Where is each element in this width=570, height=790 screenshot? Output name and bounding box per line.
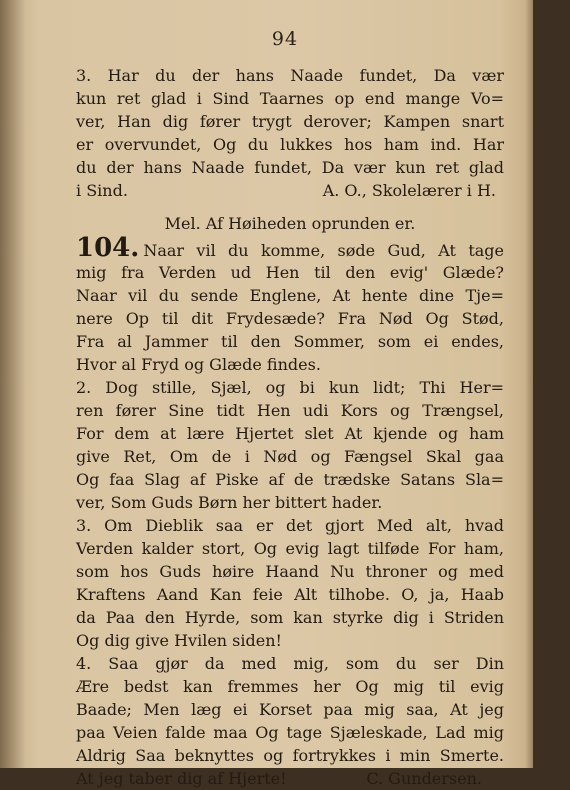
text-line: da Paa den Hyrde, som kan styrke dig i Striden xyxy=(76,608,504,627)
page-edge-shadow xyxy=(525,0,533,768)
text-line: Hvor al Fryd og Glæde findes. xyxy=(76,355,321,374)
hymn-first-line xyxy=(76,235,504,261)
text-line: ver, Som Guds Børn her bittert hader. xyxy=(76,493,383,512)
text-line xyxy=(76,767,504,790)
text-line: er overvundet, Og du lukkes hos ham ind. Har xyxy=(76,135,504,154)
text-line: Kraftens Aand Kan feie Alt tilhobe. O, ja, Haab xyxy=(76,585,504,604)
text-line: ver, Han dig fører trygt derover; Kampen snart xyxy=(76,112,504,131)
hymn-number: 104. xyxy=(76,233,140,263)
text-line: ren fører Sine tidt Hen udi Kors og Trængsel, xyxy=(76,401,504,420)
spine-shadow xyxy=(0,0,26,768)
author-signature: A. O., Skolelærer i H. xyxy=(322,181,496,200)
author-signature: C. Gundersen. xyxy=(366,769,482,788)
text-line: Baade; Men læg ei Korset paa mig saa, At jeg xyxy=(76,700,504,719)
hymn-opening: Naar vil du komme, søde Gud, At tage xyxy=(143,241,504,260)
text-line: 4. Saa gjør da med mig, som du ser Din xyxy=(76,654,504,673)
hymn-text xyxy=(76,64,504,790)
melody-line: Mel. Af Høiheden oprunden er. xyxy=(164,214,416,233)
text-line: nere Op til dit Frydesæde? Fra Nød Og Stød, xyxy=(76,309,504,328)
page-number: 94 xyxy=(271,28,299,50)
text-line: du der hans Naade fundet, Da vær kun ret glad xyxy=(76,158,504,177)
text-line: paa Veien falde maa Og tage Sjæleskade, Lad mig xyxy=(76,723,504,742)
text-line xyxy=(76,179,504,202)
text-line: mig fra Verden ud Hen til den evig' Glæde? xyxy=(76,263,504,282)
text-line: Ære bedst kan fremmes her Og mig til evig xyxy=(76,677,504,696)
text-line: Fra al Jammer til den Sommer, som ei endes, xyxy=(76,332,504,351)
final-line: At jeg taber dig af Hjerte! xyxy=(76,769,287,788)
text-line: Naar vil du sende Englene, At hente dine Tje= xyxy=(76,286,504,305)
text-line: Aldrig Saa beknyttes og fortrykkes i min Smerte. xyxy=(76,746,504,765)
stanza-end: i Sind. xyxy=(76,181,128,200)
text-line: 3. Har du der hans Naade fundet, Da vær xyxy=(76,66,504,85)
text-line: kun ret glad i Sind Taarnes op end mange Vo= xyxy=(76,89,504,108)
text-line: 2. Dog stille, Sjæl, og bi kun lidt; Thi Her= xyxy=(76,378,504,397)
text-line: 3. Om Dieblik saa er det gjort Med alt, hvad xyxy=(76,516,504,535)
text-line: Og dig give Hvilen siden! xyxy=(76,631,282,650)
text-line: som hos Guds høire Haand Nu throner og med xyxy=(76,562,504,581)
text-line: For dem at lære Hjertet slet At kjende og ham xyxy=(76,424,504,443)
text-line: give Ret, Om de i Nød og Fængsel Skal gaa xyxy=(76,447,504,466)
text-line: Og faa Slag af Piske af de trædske Satans Sla= xyxy=(76,470,504,489)
text-line: Verden kalder stort, Og evig lagt tilføde For ham, xyxy=(76,539,504,558)
